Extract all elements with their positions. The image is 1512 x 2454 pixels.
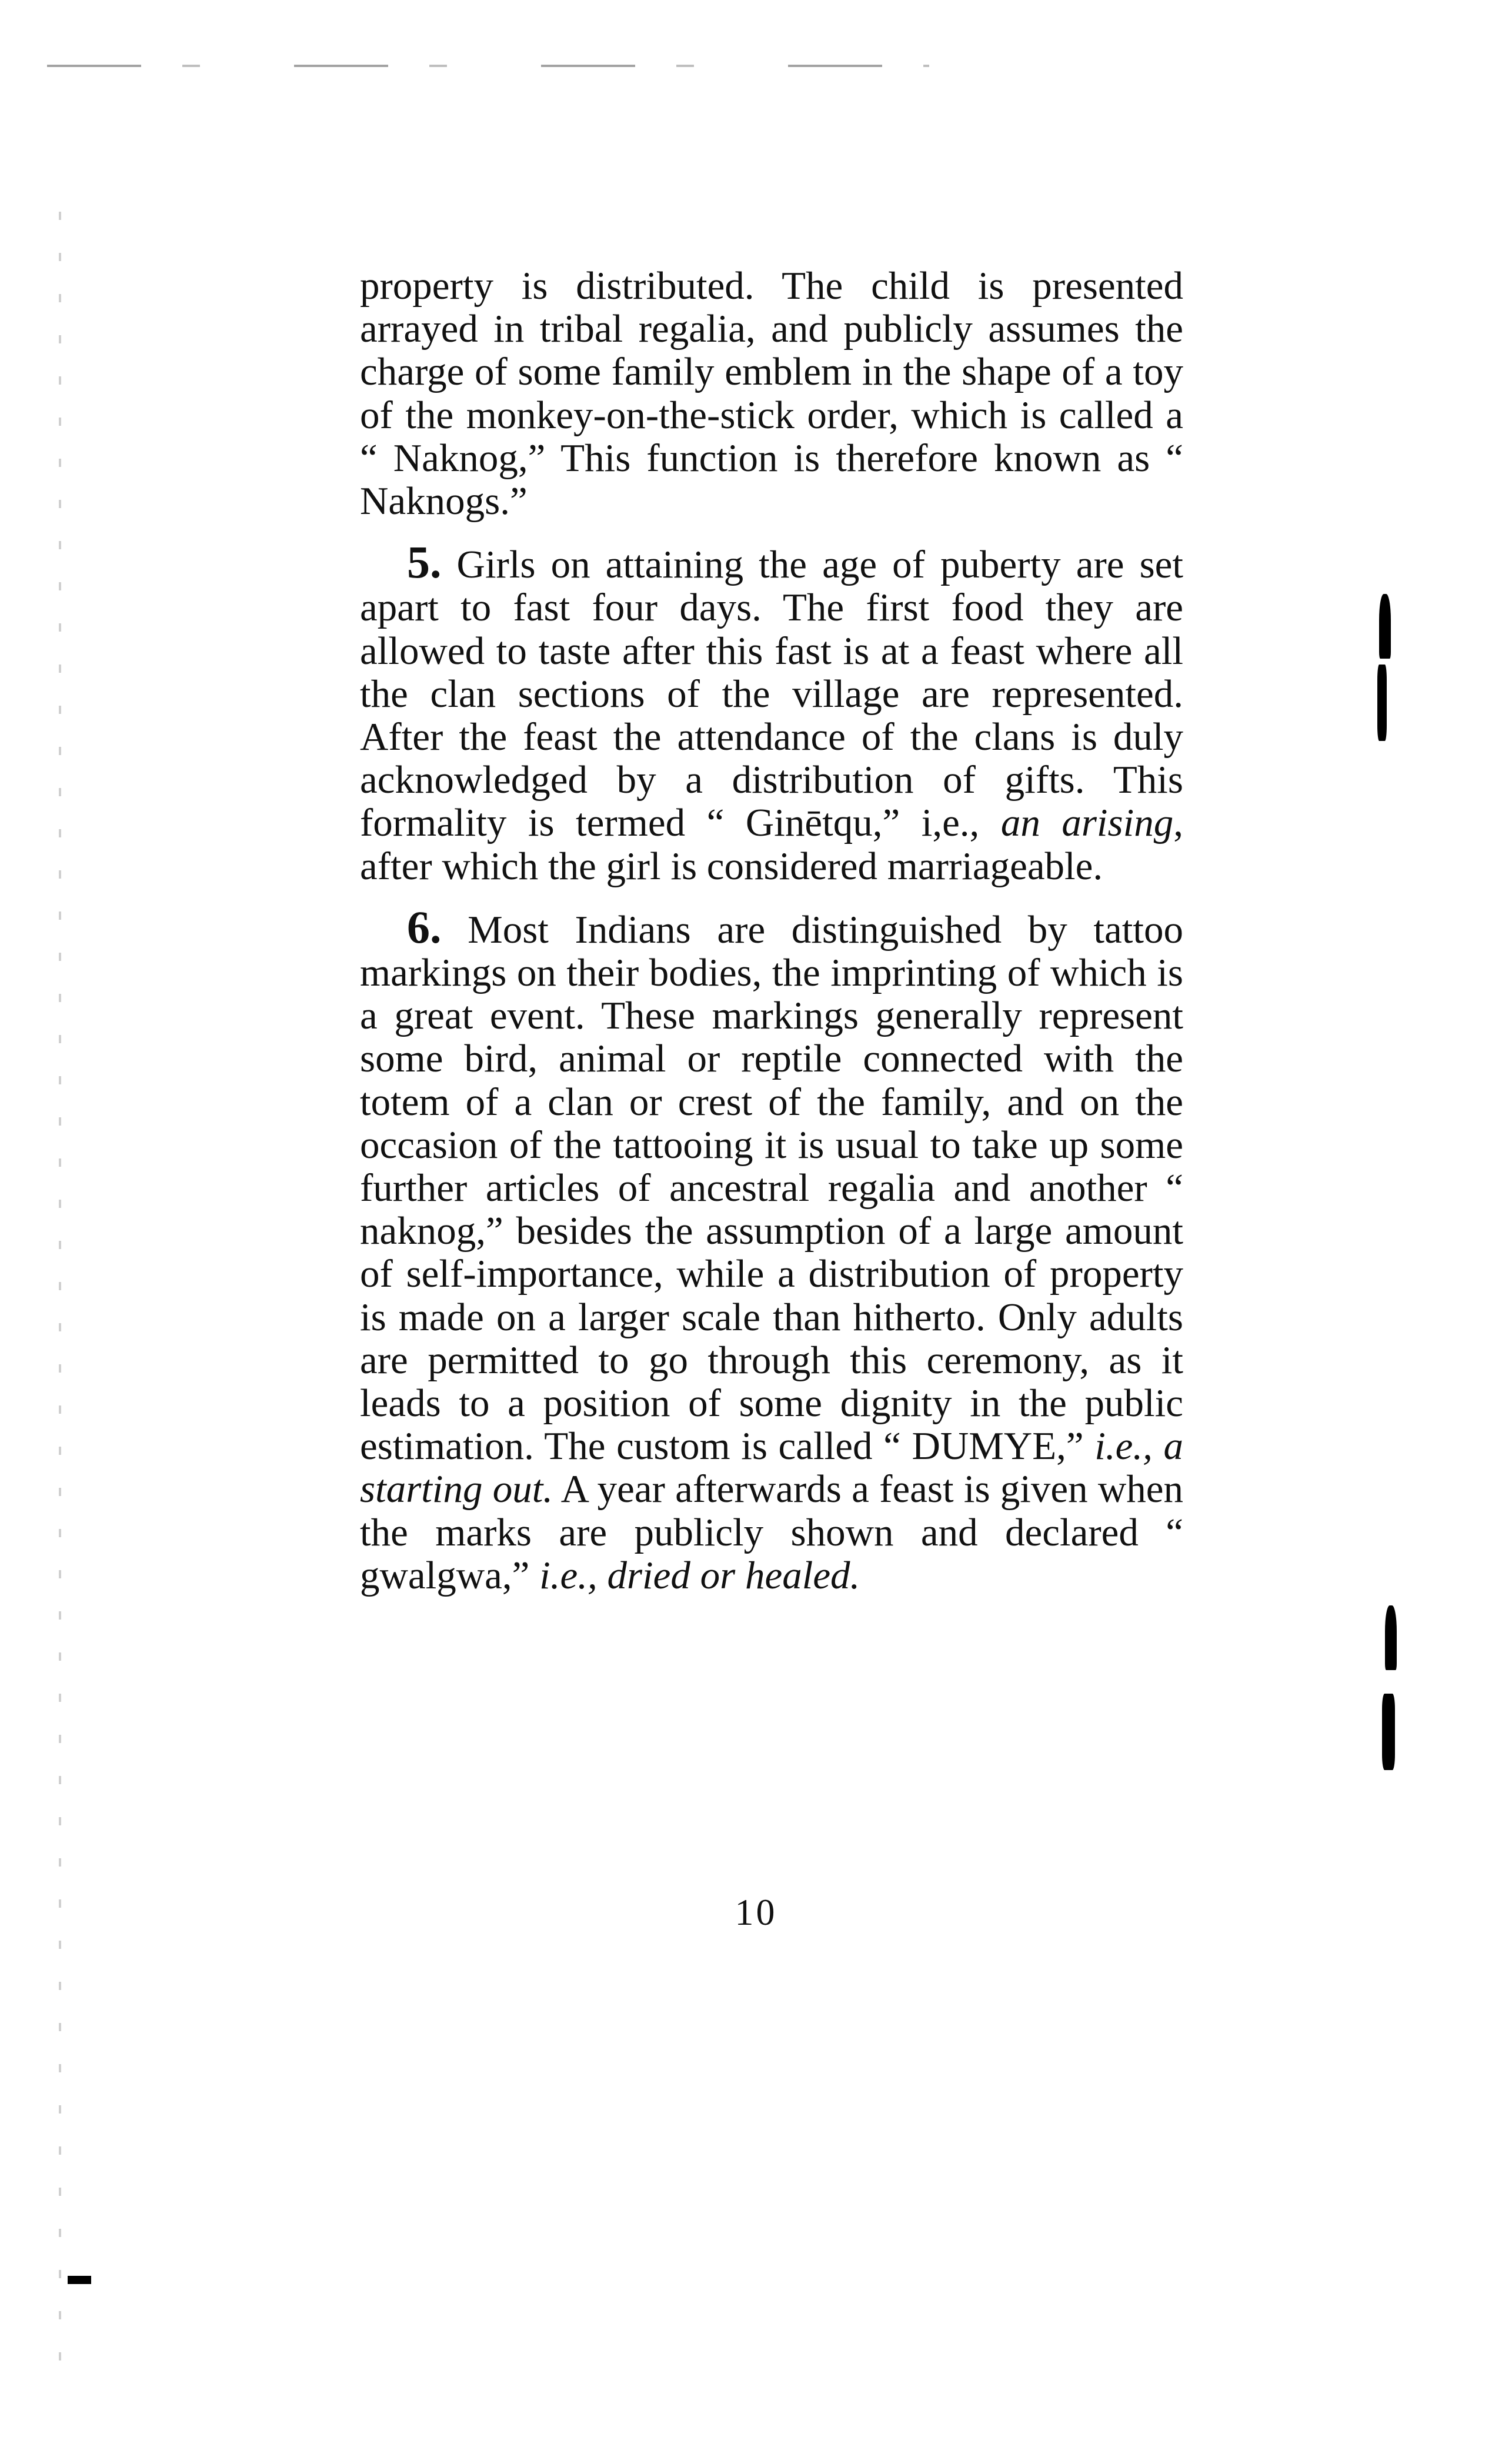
paragraph-6-number: 6. xyxy=(407,901,442,953)
margin-mark-lower xyxy=(1385,1605,1397,1670)
paragraph-6-text-a: Most Indians are distinguished by tattoo markings on their bodies, the imprinting of which is a great event. These markings generally represent some bird, animal or reptile connected with the totem of a clan or crest of the family, and on the occasion of the tattooing it is usual to take up some further articles of ancestral regalia and another “ naknog,” besides the assumption of a large amount of self-importance, while a distribution of property is made on a larger scale than hitherto. Only adults are permitted to go through this ceremony, as it leads to a position of some dignity in the public estimation. The custom is called “ DUMYE,” xyxy=(360,907,1183,1468)
page-number: 10 xyxy=(735,1891,777,1933)
body-text xyxy=(360,265,1183,1597)
paragraph-6-italic-1: i.e., a starting out. xyxy=(360,1424,1183,1511)
margin-mark-upper-lower xyxy=(1377,665,1387,741)
paragraph-5-text-b: , after which the girl is considered marriageable. xyxy=(360,801,1183,888)
paragraph-6 xyxy=(360,901,1183,1597)
paragraph-continued xyxy=(360,265,1183,523)
paragraph-5-number: 5. xyxy=(407,536,442,588)
paragraph-5-italic: an arising xyxy=(1000,801,1174,845)
paragraph-6-italic-2: i.e., dried or healed. xyxy=(539,1553,860,1597)
scan-edge-artifact-left xyxy=(59,212,61,2388)
margin-mark-bottom-left xyxy=(68,2276,91,2284)
paragraph-5 xyxy=(360,536,1183,888)
margin-mark-lower-lower xyxy=(1382,1694,1395,1770)
margin-mark-upper xyxy=(1379,594,1391,659)
paragraph-6-text-c: A year afterwards a feast is given when the marks are publicly shown and declared “ gwalgwa,” xyxy=(360,1467,1183,1597)
scan-edge-artifact-top xyxy=(47,65,929,67)
paragraph-continued-text: property is distributed. The child is presented arrayed in tribal regalia, and publicly assumes the charge of some family emblem in the shape of a toy of the monkey-on-the-stick order, which is called a “ Naknog,” This function is therefore known as “ Naknogs.” xyxy=(360,264,1183,523)
paragraph-5-text-a: Girls on attaining the age of puberty are set apart to fast four days. The first food they are allowed to taste after this fast is at a feast where all the clan sections of the village are represented. After the feast the attendance of the clans is duly acknowledged by a distribution of gifts. This formality is termed “ Ginētqu,” i,e., xyxy=(360,543,1183,845)
